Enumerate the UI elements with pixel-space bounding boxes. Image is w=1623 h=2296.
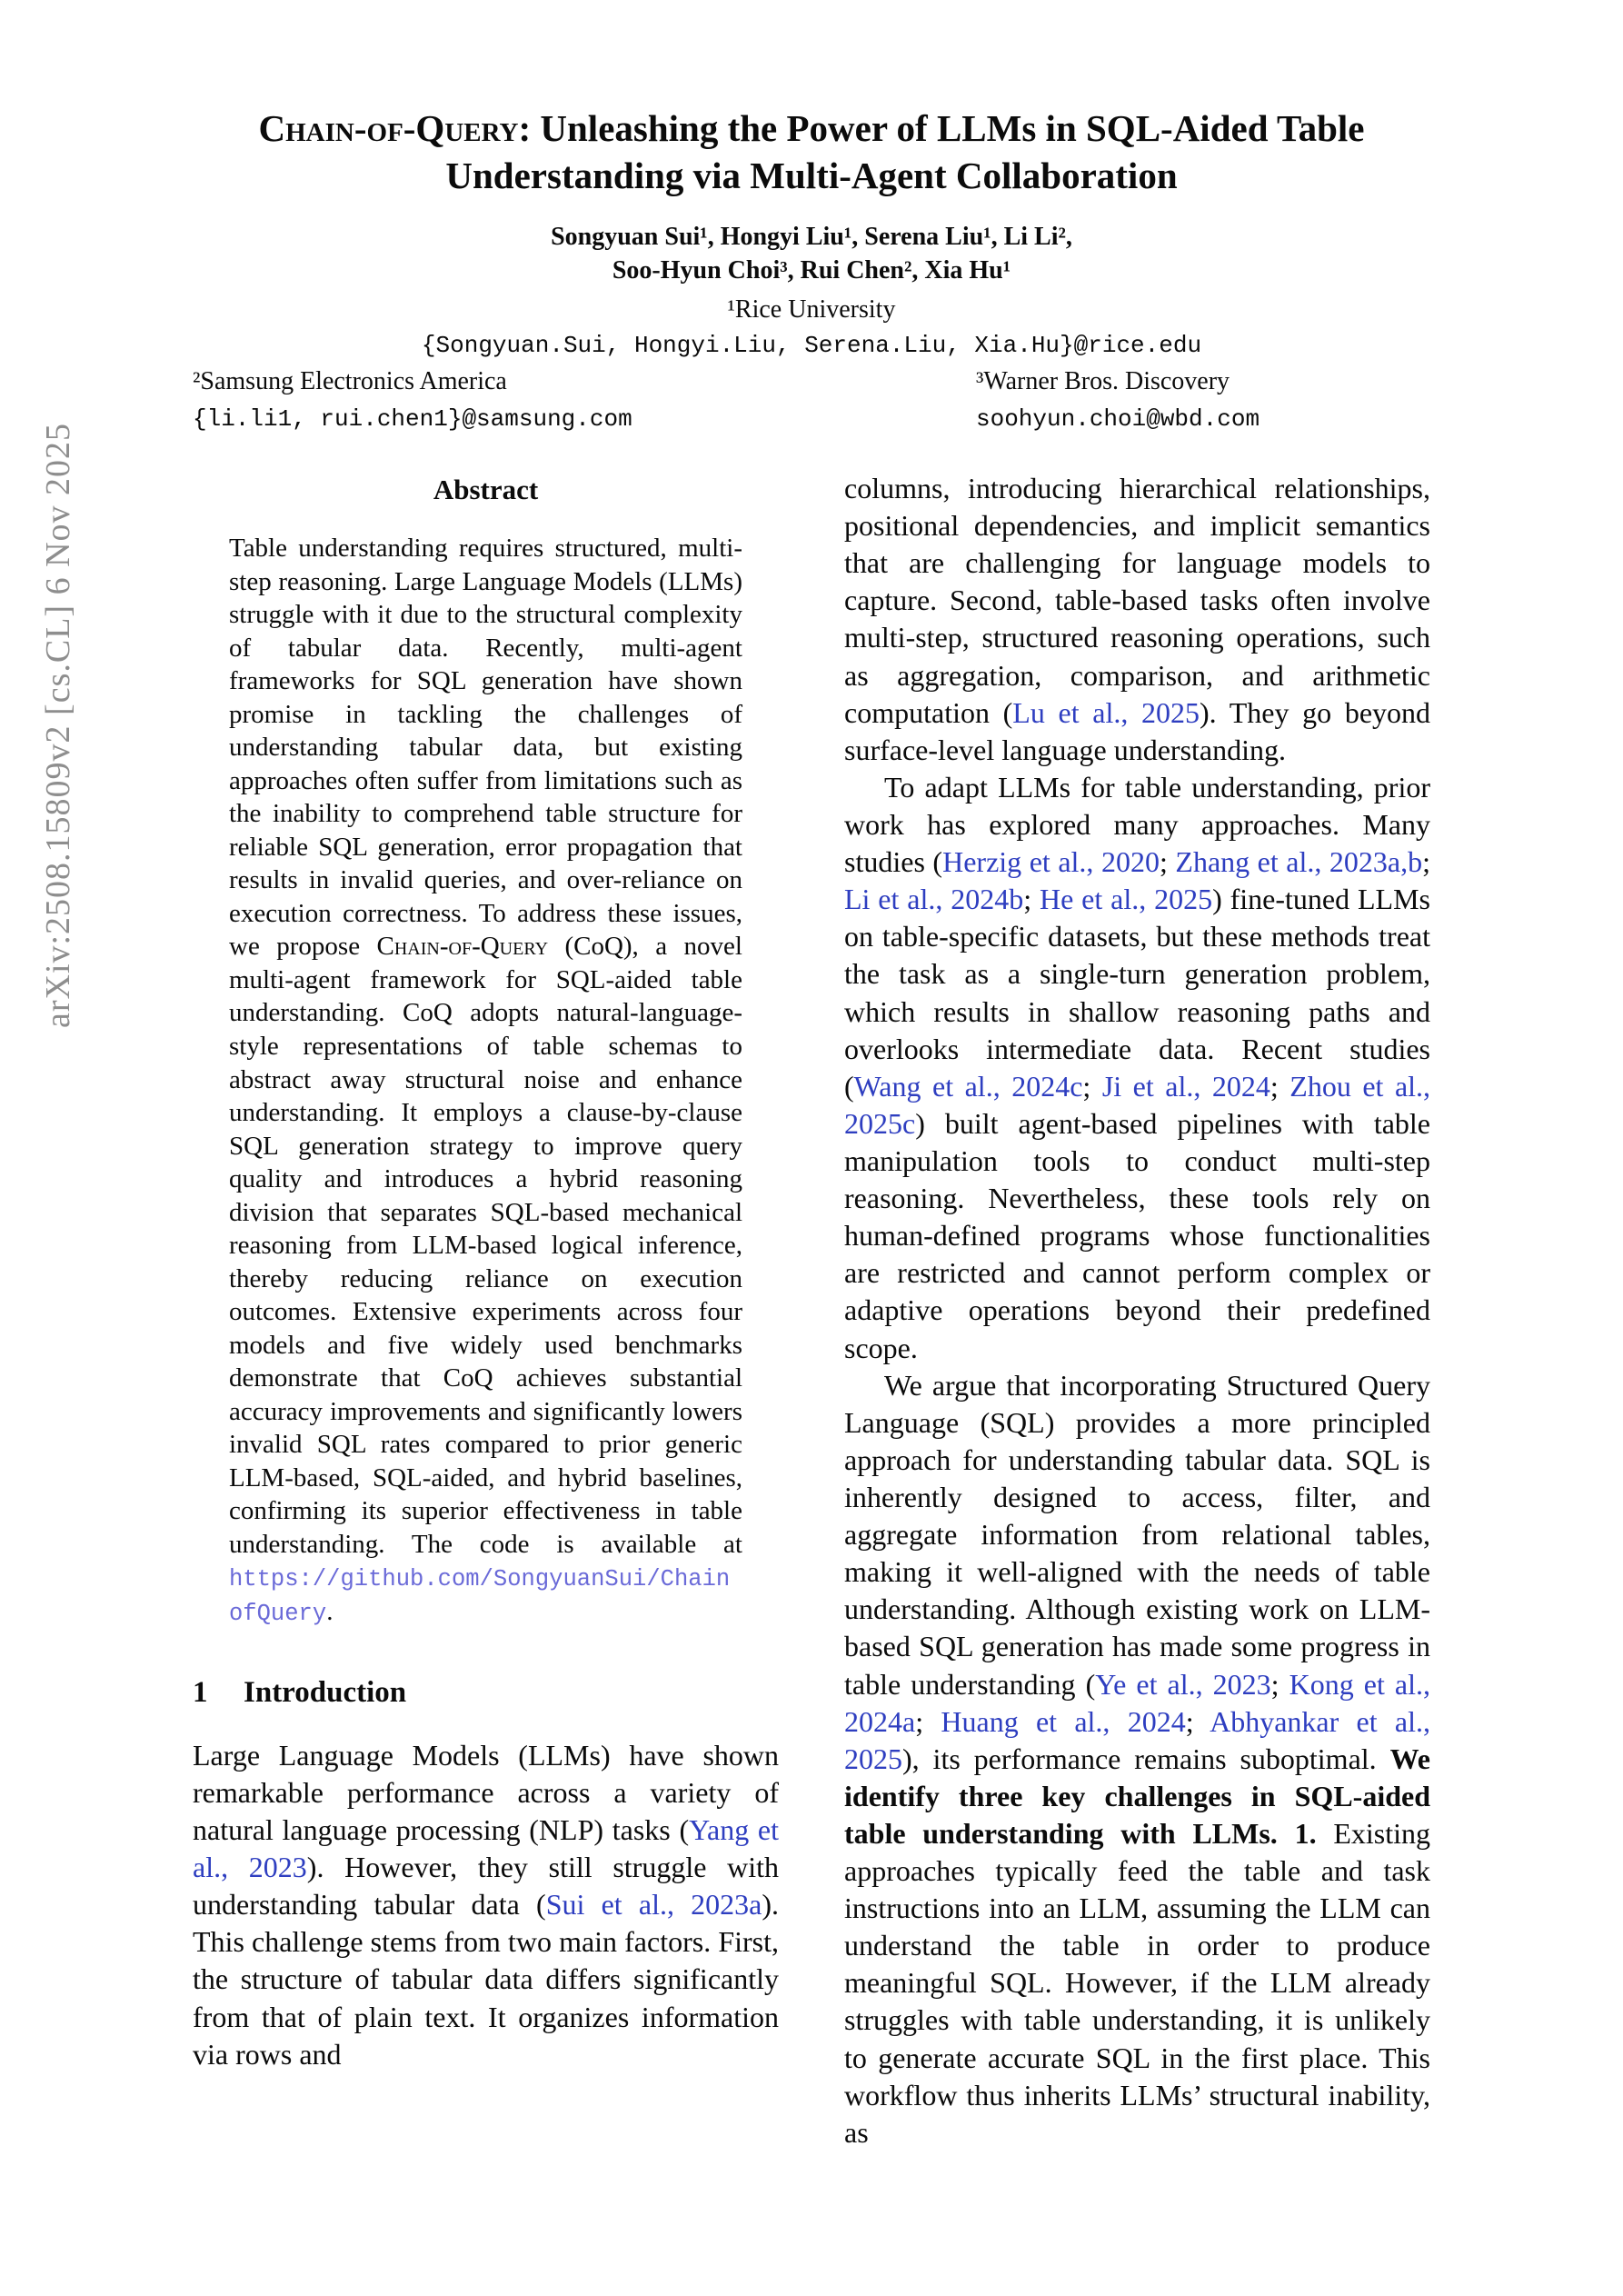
citation-link[interactable]: Wang et al., 2024c <box>853 1069 1083 1103</box>
text-segment: columns, introducing hierarchical relationships, positional dependencies, and implicit semantics that are challenging for language models to capture. Second, table-based tasks often involve multi-step, structured reasoning operations, such as aggregation, comparison, and arithmetic computation ( <box>844 472 1430 729</box>
text-segment: Large Language Models (LLMs) have shown remarkable performance across a variety of natural language processing (NLP) tasks ( <box>193 1738 779 1846</box>
citation-link[interactable]: Sui et al., 2023a <box>545 1888 762 1922</box>
affiliation-samsung: ²Samsung Electronics America <box>193 367 507 396</box>
body-paragraph-3 <box>844 1367 1430 2151</box>
affiliation-row <box>193 365 1430 398</box>
text-segment: ). However, they still struggle with understanding tabular data ( <box>193 1851 780 1922</box>
citation-link[interactable]: Kong et al., 2024a <box>844 1667 1430 1738</box>
email-row <box>193 404 1430 434</box>
paper-title <box>193 105 1430 199</box>
section-title: Introduction <box>244 1675 407 1709</box>
text-segment: To adapt LLMs for table understanding, prior work has explored many approaches. Many studies ( <box>844 770 1430 879</box>
text-segment: . <box>326 1596 334 1626</box>
citation-link[interactable]: Lu et al., 2025 <box>1012 695 1200 729</box>
abstract-text <box>193 532 779 1629</box>
authors-line-1: Songyuan Sui¹, Hongyi Liu¹, Serena Liu¹, Li Li², <box>551 223 1072 252</box>
citation-link[interactable]: He et al., 2025 <box>1040 883 1213 916</box>
email-wbd: soohyun.choi@wbd.com <box>976 404 1260 433</box>
text-segment: ). They go beyond surface-level language understanding. <box>844 695 1431 766</box>
text-segment: (CoQ), a novel multi-agent framework for SQL-aided table understanding. CoQ adopts natural-language-style representations of table schemas to abstract away structural noise and enhance understanding. It employs a clause-by-clause SQL generation strategy to improve query quality and introduces a hybrid reasoning division that separates SQL-based mechanical reasoning from LLM-based logical inference, thereby reducing reliance on execution outcomes. Extensive experiments across four models and five widely used benchmarks demonstrate that CoQ achieves substantial accuracy improvements and significantly lowers invalid SQL rates compared to prior generic LLM-based, SQL-aided, and hybrid baselines, confirming its superior effectiveness in table understanding. The code is available at <box>229 932 742 1559</box>
smallcaps-text: Chain-of-Query <box>376 932 549 962</box>
citation-link[interactable]: Yang et al., 2023 <box>193 1812 780 1884</box>
authors-line-2: Soo-Hyun Choi³, Rui Chen², Xia Hu¹ <box>612 256 1011 285</box>
affiliation-rice: ¹Rice University <box>727 295 896 324</box>
email-rice: {Songyuan.Sui, Hongyi.Liu, Serena.Liu, Xia.Hu}@rice.edu <box>421 331 1202 359</box>
citation-link[interactable]: Zhou et al., 2025c <box>844 1069 1431 1140</box>
email-samsung: {li.li1, rui.chen1}@samsung.com <box>193 404 632 433</box>
text-segment: ; <box>1185 1704 1210 1738</box>
text-segment: Existing approaches typically feed the table and task instructions into an LLM, assuming the LLM can understand the table in order to produce meaningful SQL. However, if the LLM already struggles with table understanding, it is unlikely to generate accurate SQL in the first place. This workflow thus inherits LLMs’ structural inability, as <box>844 1816 1431 2149</box>
citation-link[interactable]: Herzig et al., 2020 <box>942 845 1160 879</box>
abstract-heading: Abstract <box>433 474 539 505</box>
text-segment: ; <box>1270 1667 1289 1701</box>
affiliation-warner: ³Warner Bros. Discovery <box>976 367 1230 396</box>
text-segment: ; <box>1159 845 1176 879</box>
url-link[interactable]: https://github.com/SongyuanSui/ChainofQuery <box>229 1566 731 1627</box>
left-column <box>193 470 779 2151</box>
body-paragraph-1 <box>844 470 1430 769</box>
citation-link[interactable]: Zhang et al., 2023a,b <box>1175 845 1423 879</box>
text-segment: ; <box>915 1704 941 1738</box>
section-number: 1 <box>193 1675 208 1709</box>
text-segment: ; <box>1082 1069 1102 1103</box>
text-segment: ), its performance remains suboptimal. <box>902 1742 1390 1775</box>
paper-header <box>193 0 1430 434</box>
text-segment: Table understanding requires structured, multi-step reasoning. Large Language Models (LLMs) struggle with it due to the structural complexity of tabular data. Recently, multi-agent frameworks for SQL generation have shown promise in tackling the challenges of understanding tabular data, but existing approaches often suffer from limitations such as the inability to comprehend table structure for reliable SQL generation, error propagation that results in invalid queries, and over-reliance on execution correctness. To address these issues, we propose <box>229 534 742 962</box>
text-segment: ; <box>1270 1069 1290 1103</box>
citation-link[interactable]: Ye et al., 2023 <box>1095 1667 1271 1701</box>
two-column-body <box>193 470 1430 2151</box>
section-heading-introduction <box>193 1676 779 1710</box>
text-segment: ; <box>1023 883 1040 916</box>
body-paragraph-2 <box>844 769 1430 1367</box>
arxiv-watermark: arXiv:2508.15809v2 [cs.CL] 6 Nov 2025 <box>39 422 77 1029</box>
citation-link[interactable]: Abhyankar et al., 2025 <box>844 1704 1431 1775</box>
bold-text: We identify three key challenges in SQL-aided table understanding with LLMs. 1. <box>844 1742 1430 1850</box>
text-segment: ; <box>1422 845 1431 879</box>
right-column <box>844 470 1430 2151</box>
title-smallcaps: Chain-of-Query: <box>258 107 532 149</box>
title-rest: Unleashing the Power of LLMs in SQL-Aided Table Understanding via Multi-Agent Collaboration <box>445 107 1365 196</box>
text-segment: We argue that incorporating Structured Query Language (SQL) provides a more principled approach for understanding tabular data. SQL is inherently designed to access, filter, and aggregate information from relational tables, making it well-aligned with the needs of table understanding. Although existing work on LLM-based SQL generation has made some progress in table understanding ( <box>844 1368 1430 1701</box>
text-segment: ) fine-tuned LLMs on table-specific datasets, but these methods treat the task as a single-turn generation problem, which results in shallow reasoning paths and overlooks intermediate data. Recent studies ( <box>844 883 1431 1103</box>
intro-paragraph <box>193 1737 779 2073</box>
text-segment: ) built agent-based pipelines with table manipulation tools to conduct multi-step reasoning. Nevertheless, these tools rely on human-defined programs whose functionalities are restricted and cannot perform complex or adaptive operations beyond their predefined scope. <box>844 1106 1430 1364</box>
citation-link[interactable]: Ji et al., 2024 <box>1101 1069 1270 1103</box>
text-segment: ). This challenge stems from two main factors. First, the structure of tabular data differs significantly from that of plain text. It organizes information via rows and <box>193 1888 780 2071</box>
citation-link[interactable]: Huang et al., 2024 <box>941 1704 1186 1738</box>
citation-link[interactable]: Li et al., 2024b <box>844 883 1024 916</box>
